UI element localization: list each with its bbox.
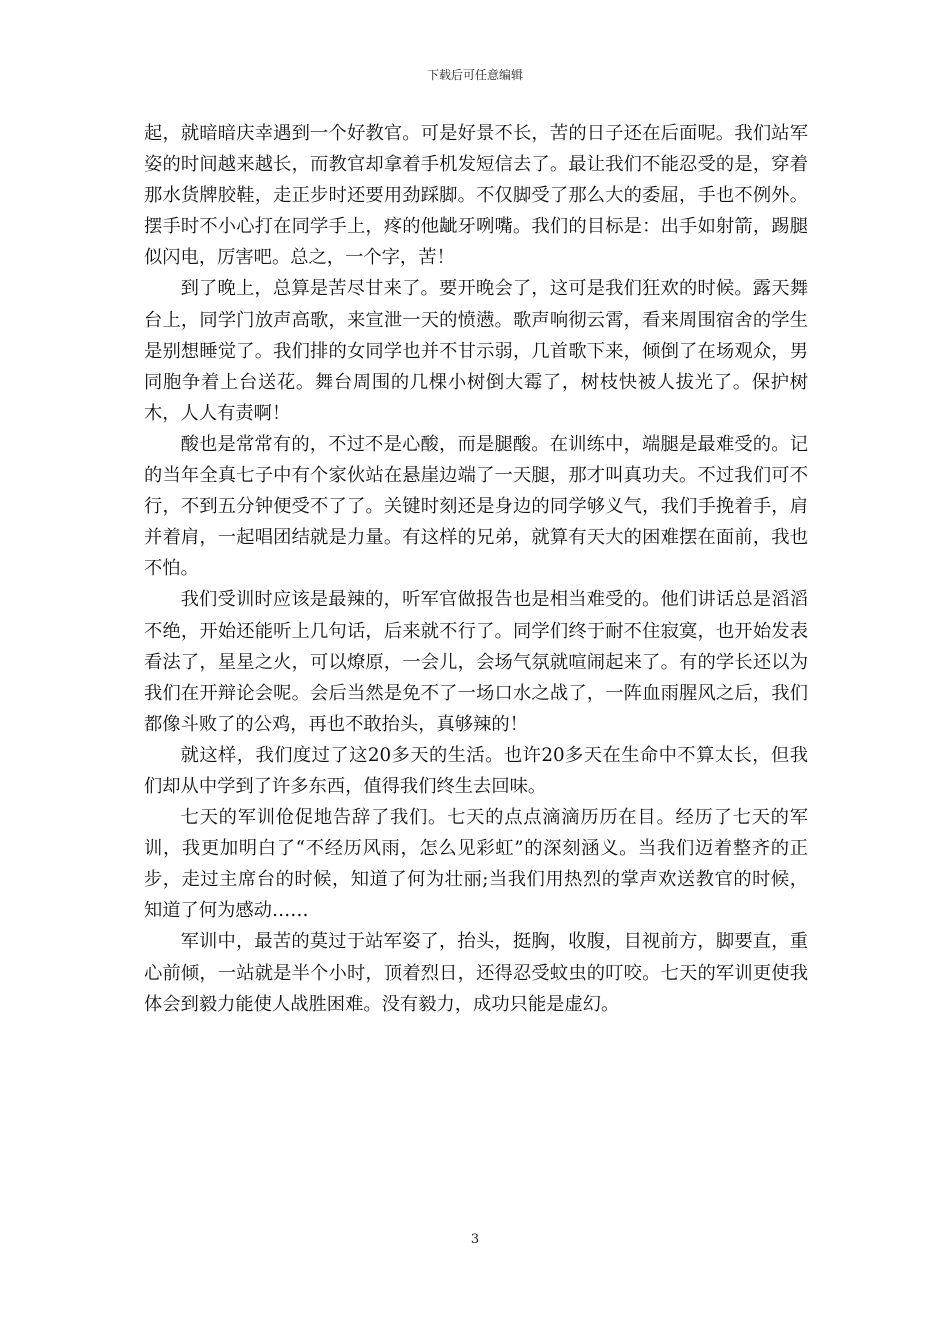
page-number: 3 [470, 1232, 480, 1247]
paragraph: 七天的军训伧促地告辞了我们。七天的点点滴滴历历在目。经历了七天的军训，我更加明白了“不经历风雨，怎么见彩虹”的深刻涵义。当我们迈着整齐的正步，走过主席台的时候，知道了何为壮丽;当我们用热烈的掌声欢送教官的时候，知道了何为感动…… [144, 807, 808, 922]
document-body [144, 118, 808, 1020]
paragraph: 军训中，最苦的莫过于站军姿了，抬头，挺胸，收腹，目视前方，脚要直，重心前倾，一站就是半个小时，顶着烈日，还得忍受蚊虫的叮咬。七天的军训更使我体会到毅力能使人战胜困难。没有毅力，成功只能是虚幻。 [144, 931, 808, 1015]
page-header: 下载后可任意编辑 [426, 68, 523, 82]
paragraph: 酸也是常常有的，不过不是心酸，而是腿酸。在训练中，端腿是最难受的。记的当年全真七子中有个家伙站在悬崖边端了一天腿，那才叫真功夫。不过我们可不行，不到五分钟便受不了了。关键时刻还是身边的同学够义气，我们手挽着手，肩并着肩，一起唱团结就是力量。有这样的兄弟，就算有天大的困难摆在面前，我也不怕。 [144, 433, 808, 580]
paragraph: 起，就暗暗庆幸遇到一个好教官。可是好景不长，苦的日子还在后面呢。我们站军姿的时间越来越长，而教官却拿着手机发短信去了。最让我们不能忍受的是，穿着那水货牌胶鞋，走正步时还要用劲踩脚。不仅脚受了那么大的委屈，手也不例外。摆手时不小心打在同学手上，疼的他龇牙咧嘴。我们的目标是：出手如射箭，踢腿似闪电，厉害吧。总之，一个字，苦！ [144, 123, 808, 269]
paragraph: 到了晚上，总算是苦尽甘来了。要开晚会了，这可是我们狂欢的时候。露天舞台上，同学门放声高歌，来宣泄一天的愤懑。歌声响彻云霄，看来周围宿舍的学生是别想睡觉了。我们排的女同学也并不甘示弱，几首歌下来，倾倒了在场观众，男同胞争着上台送花。舞台周围的几棵小树倒大霉了，树枝快被人拔光了。保护树木，人人有责啊！ [144, 278, 808, 424]
paragraph: 我们受训时应该是最辣的，听军官做报告也是相当难受的。他们讲话总是滔滔不绝，开始还能听上几句话，后来就不行了。同学们终于耐不住寂寞，也开始发表看法了，星星之火，可以燎原，一会儿，会场气氛就喧闹起来了。有的学长还以为我们在开辩论会呢。会后当然是免不了一场口水之战了，一阵血雨腥风之后，我们都像斗败了的公鸡，再也不敢抬头，真够辣的！ [144, 589, 808, 735]
paragraph: 就这样，我们度过了这20多天的生活。也许20多天在生命中不算太长，但我们却从中学到了许多东西，值得我们终生去回味。 [144, 744, 808, 797]
